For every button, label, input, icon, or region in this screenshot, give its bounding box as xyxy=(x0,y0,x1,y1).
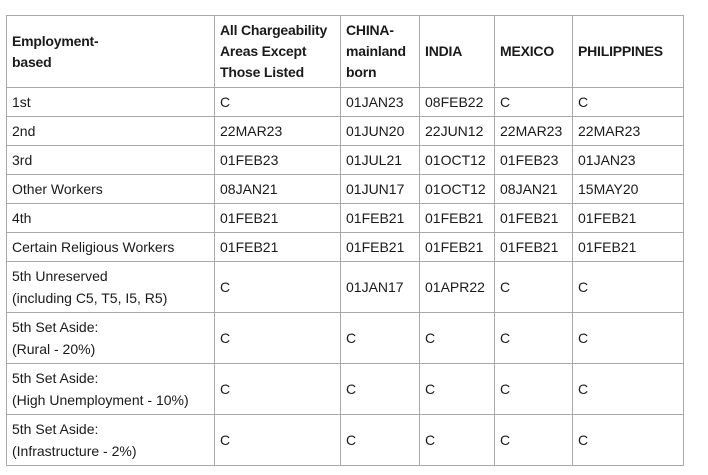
category-line2: (including C5, T5, I5, R5) xyxy=(12,290,168,306)
china-cell: C xyxy=(341,364,420,415)
category-cell xyxy=(7,364,215,415)
header-china-line2: mainland xyxy=(346,43,406,59)
header-india: INDIA xyxy=(420,16,495,88)
india-cell: 01FEB21 xyxy=(420,233,495,262)
all-chargeability-cell: 01FEB21 xyxy=(215,204,341,233)
category-line2: (High Unemployment - 10%) xyxy=(12,392,189,408)
category-line1: 5th Set Aside: xyxy=(12,370,99,386)
table-row xyxy=(7,262,684,313)
mexico-cell: C xyxy=(495,262,573,313)
table-row xyxy=(7,233,684,262)
all-chargeability-cell: C xyxy=(215,88,341,117)
china-cell: 01FEB21 xyxy=(341,233,420,262)
india-cell: 01FEB21 xyxy=(420,204,495,233)
india-cell: C xyxy=(420,415,495,466)
china-cell: 01JUN17 xyxy=(341,175,420,204)
philippines-cell: C xyxy=(573,262,684,313)
header-china-line1: CHINA- xyxy=(346,22,394,38)
all-chargeability-cell: 01FEB23 xyxy=(215,146,341,175)
india-cell: C xyxy=(420,313,495,364)
table-row xyxy=(7,146,684,175)
all-chargeability-cell: C xyxy=(215,364,341,415)
header-employment-based-line2: based xyxy=(12,53,52,70)
table-row xyxy=(7,88,684,117)
header-all-chargeability-line3: Those Listed xyxy=(220,64,304,80)
table-row xyxy=(7,364,684,415)
header-employment-based-line1: Employment- xyxy=(12,32,99,49)
china-cell: 01JAN23 xyxy=(341,88,420,117)
header-all-chargeability-line1: All Chargeability xyxy=(220,22,328,38)
india-cell: 01APR22 xyxy=(420,262,495,313)
mexico-cell: 01FEB21 xyxy=(495,233,573,262)
category-line1: 5th Unreserved xyxy=(12,268,108,284)
category-cell: 3rd xyxy=(7,146,215,175)
all-chargeability-cell: 08JAN21 xyxy=(215,175,341,204)
category-cell: 1st xyxy=(7,88,215,117)
china-cell: C xyxy=(341,415,420,466)
all-chargeability-cell: 22MAR23 xyxy=(215,117,341,146)
table-row xyxy=(7,175,684,204)
philippines-cell: 22MAR23 xyxy=(573,117,684,146)
category-cell: Certain Religious Workers xyxy=(7,233,215,262)
china-cell: 01JUN20 xyxy=(341,117,420,146)
china-cell: 01FEB21 xyxy=(341,204,420,233)
mexico-cell: C xyxy=(495,415,573,466)
china-cell: 01JAN17 xyxy=(341,262,420,313)
philippines-cell: 01FEB21 xyxy=(573,233,684,262)
philippines-cell: 01JAN23 xyxy=(573,146,684,175)
china-cell: C xyxy=(341,313,420,364)
india-cell: 08FEB22 xyxy=(420,88,495,117)
header-china xyxy=(341,16,420,88)
philippines-cell: C xyxy=(573,415,684,466)
category-line1: 5th Set Aside: xyxy=(12,319,99,335)
header-philippines: PHILIPPINES xyxy=(573,16,684,88)
header-all-chargeability xyxy=(215,16,341,88)
mexico-cell: C xyxy=(495,88,573,117)
mexico-cell: 01FEB21 xyxy=(495,204,573,233)
philippines-cell: C xyxy=(573,313,684,364)
category-cell xyxy=(7,415,215,466)
philippines-cell: C xyxy=(573,364,684,415)
philippines-cell: 01FEB21 xyxy=(573,204,684,233)
mexico-cell: C xyxy=(495,364,573,415)
all-chargeability-cell: 01FEB21 xyxy=(215,233,341,262)
all-chargeability-cell: C xyxy=(215,415,341,466)
india-cell: 01OCT12 xyxy=(420,175,495,204)
mexico-cell: 08JAN21 xyxy=(495,175,573,204)
header-mexico: MEXICO xyxy=(495,16,573,88)
header-china-line3: born xyxy=(346,64,377,80)
visa-bulletin-table xyxy=(6,15,684,466)
india-cell: 01OCT12 xyxy=(420,146,495,175)
india-cell: 22JUN12 xyxy=(420,117,495,146)
table-row xyxy=(7,415,684,466)
category-line1: 5th Set Aside: xyxy=(12,421,99,437)
all-chargeability-cell: C xyxy=(215,262,341,313)
table-row xyxy=(7,313,684,364)
all-chargeability-cell: C xyxy=(215,313,341,364)
china-cell: 01JUL21 xyxy=(341,146,420,175)
category-cell: 2nd xyxy=(7,117,215,146)
table-row xyxy=(7,117,684,146)
category-cell xyxy=(7,313,215,364)
philippines-cell: 15MAY20 xyxy=(573,175,684,204)
header-employment-based xyxy=(7,16,215,88)
mexico-cell: C xyxy=(495,313,573,364)
philippines-cell: C xyxy=(573,88,684,117)
table-header-row xyxy=(7,16,684,88)
category-line2: (Rural - 20%) xyxy=(12,341,96,357)
mexico-cell: 01FEB23 xyxy=(495,146,573,175)
category-line2: (Infrastructure - 2%) xyxy=(12,443,137,459)
category-cell xyxy=(7,262,215,313)
category-cell: Other Workers xyxy=(7,175,215,204)
india-cell: C xyxy=(420,364,495,415)
category-cell: 4th xyxy=(7,204,215,233)
table-row xyxy=(7,204,684,233)
mexico-cell: 22MAR23 xyxy=(495,117,573,146)
header-all-chargeability-line2: Areas Except xyxy=(220,43,307,59)
